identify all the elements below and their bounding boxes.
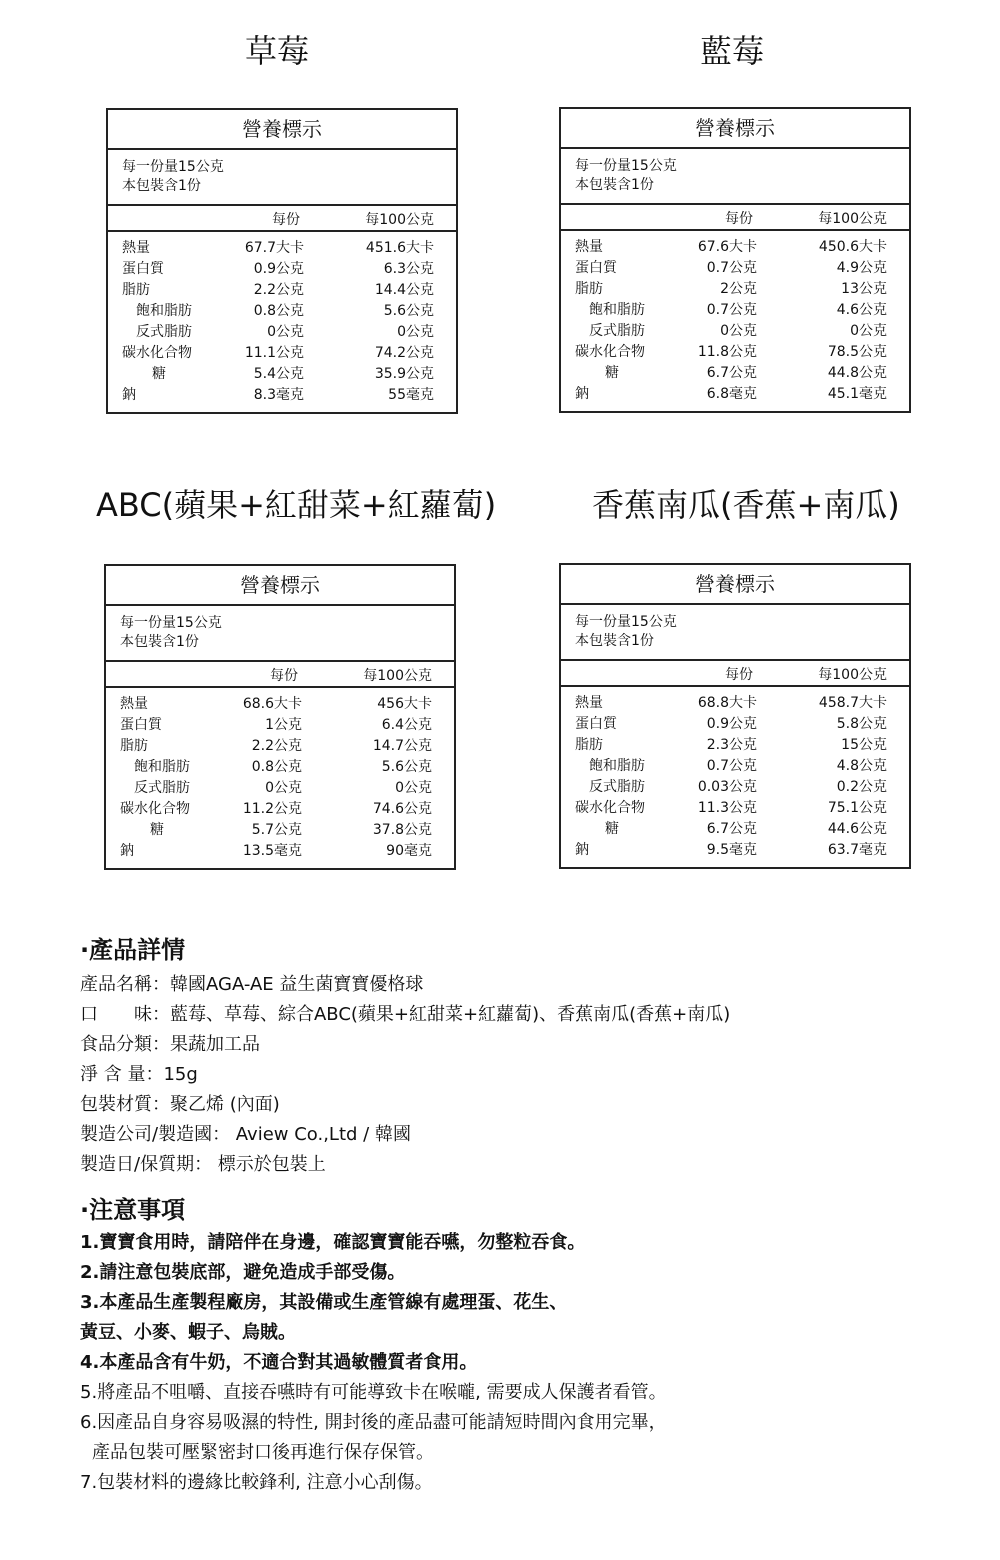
nutrient-row [561,693,909,714]
nutrient-row [561,735,909,756]
nutrient-per-serving: 13.5毫克 [242,843,302,859]
nutrient-label: 鈉 [120,843,134,859]
panel-heading: 營養標示 [561,565,909,605]
nutrition-panel-abc [104,564,456,870]
nutrient-label: 蛋白質 [122,261,164,277]
column-per-serving: 每份 [272,212,300,228]
nutrient-per-serving: 8.3毫克 [253,387,304,403]
nutrient-per-100g: 13公克 [841,281,887,297]
nutrient-row [106,757,454,778]
column-per-100g: 每100公克 [365,212,434,228]
nutrient-label: 糖 [605,821,619,837]
nutrient-label: 鈉 [575,386,589,402]
nutrient-per-100g: 55毫克 [388,387,434,403]
nutrient-per-serving: 0.7公克 [706,758,757,774]
nutrient-per-serving: 6.7公克 [706,821,757,837]
nutrient-per-100g: 0公克 [395,780,432,796]
nutrient-per-100g: 75.1公克 [827,800,887,816]
nutrient-row [106,820,454,841]
nutrient-label: 蛋白質 [575,716,617,732]
nutrient-label: 蛋白質 [575,260,617,276]
nutrient-row [108,343,456,364]
nutrient-per-serving: 2.3公克 [706,737,757,753]
nutrient-row [561,384,909,405]
note-line: 產品包裝可壓緊密封口後再進行保存保管。 [92,1442,434,1463]
nutrient-per-serving: 68.6大卡 [242,696,302,712]
note-line: 黃豆、小麥、蝦子、烏賊。 [80,1322,296,1343]
nutrient-row [108,385,456,406]
nutrient-row [561,258,909,279]
nutrient-per-100g: 35.9公克 [374,366,434,382]
detail-line: 產品名稱：韓國AGA-AE 益生菌寶寶優格球 [80,974,424,995]
nutrient-per-serving: 67.6大卡 [697,239,757,255]
nutrient-row [106,694,454,715]
nutrient-row [561,342,909,363]
note-line: 4.本產品含有牛奶，不適合對其過敏體質者食用。 [80,1352,478,1373]
serving-info [106,606,454,662]
nutrient-per-serving: 6.7公克 [706,365,757,381]
nutrient-label: 糖 [152,366,166,382]
nutrient-row [106,778,454,799]
column-per-100g: 每100公克 [818,211,887,227]
nutrient-row [561,777,909,798]
nutrition-panel-blueberry [559,107,911,413]
panel-heading: 營養標示 [106,566,454,606]
nutrient-per-serving: 0公克 [720,323,757,339]
nutrient-per-100g: 74.2公克 [374,345,434,361]
nutrient-per-serving: 67.7大卡 [244,240,304,256]
note-line: 3.本產品生產製程廠房，其設備或生產管線有處理蛋、花生、 [80,1292,568,1313]
product-details-title: ·產品詳情 [80,936,186,964]
nutrient-per-100g: 456大卡 [377,696,432,712]
nutrition-panel-strawberry [106,108,458,414]
flavor-title-strawberry: 草莓 [245,32,310,70]
flavor-title-abc: ABC(蘋果+紅甜菜+紅蘿蔔) [96,486,497,524]
detail-line: 製造公司/製造國： Aview Co.,Ltd / 韓國 [80,1124,411,1145]
nutrient-row [561,819,909,840]
detail-line: 口 味：藍莓、草莓、綜合ABC(蘋果+紅甜菜+紅蘿蔔)、香蕉南瓜(香蕉+南瓜) [80,1004,731,1025]
nutrient-per-serving: 0公克 [265,780,302,796]
note-line: 7.包裝材料的邊緣比較鋒利, 注意小心刮傷。 [80,1472,433,1493]
nutrient-per-serving: 0.9公克 [253,261,304,277]
nutrient-label: 脂肪 [575,281,603,297]
nutrient-per-serving: 5.7公克 [251,822,302,838]
nutrient-label: 脂肪 [120,738,148,754]
nutrient-per-serving: 68.8大卡 [697,695,757,711]
nutrient-per-serving: 11.3公克 [697,800,757,816]
nutrient-per-100g: 5.8公克 [836,716,887,732]
nutrient-per-serving: 2公克 [720,281,757,297]
nutrient-label: 飽和脂肪 [134,759,190,775]
nutrient-label: 熱量 [122,240,150,256]
nutrient-label: 碳水化合物 [575,344,645,360]
nutrient-per-serving: 0.03公克 [697,779,757,795]
nutrient-label: 糖 [605,365,619,381]
flavor-title-banana-pumpkin: 香蕉南瓜(香蕉+南瓜) [592,486,900,524]
nutrient-per-serving: 11.2公克 [242,801,302,817]
nutrient-label: 飽和脂肪 [589,758,645,774]
nutrient-per-serving: 5.4公克 [253,366,304,382]
nutrient-per-100g: 44.8公克 [827,365,887,381]
detail-line: 淨 含 量：15g [80,1064,198,1085]
nutrient-per-serving: 2.2公克 [251,738,302,754]
notes-title: ·注意事項 [80,1196,186,1224]
serving-size: 每一份量15公克 [575,614,677,630]
nutrient-label: 碳水化合物 [122,345,192,361]
nutrient-per-100g: 0公克 [397,324,434,340]
nutrient-label: 蛋白質 [120,717,162,733]
nutrient-row [108,259,456,280]
nutrient-row [561,840,909,861]
servings-per-package: 本包裝含1份 [575,633,654,649]
nutrient-label: 脂肪 [122,282,150,298]
nutrient-per-serving: 0公克 [267,324,304,340]
nutrient-per-serving: 9.5毫克 [706,842,757,858]
note-line: 5.將產品不咀嚼、直接吞嚥時有可能導致卡在喉嚨, 需要成人保護者看管。 [80,1382,667,1403]
nutrient-row [108,322,456,343]
nutrient-per-serving: 0.8公克 [251,759,302,775]
nutrient-label: 熱量 [120,696,148,712]
nutrient-rows [106,688,454,868]
column-header [108,206,456,232]
nutrient-per-100g: 5.6公克 [381,759,432,775]
nutrient-row [561,321,909,342]
nutrient-per-100g: 78.5公克 [827,344,887,360]
nutrient-per-serving: 0.7公克 [706,302,757,318]
nutrient-per-serving: 6.8毫克 [706,386,757,402]
nutrient-per-serving: 11.1公克 [244,345,304,361]
nutrient-row [561,798,909,819]
serving-info [108,150,456,206]
nutrient-per-100g: 44.6公克 [827,821,887,837]
nutrient-row [561,714,909,735]
nutrient-row [106,736,454,757]
nutrient-per-100g: 45.1毫克 [827,386,887,402]
column-per-serving: 每份 [270,668,298,684]
nutrient-per-100g: 6.3公克 [383,261,434,277]
nutrient-row [561,756,909,777]
servings-per-package: 本包裝含1份 [120,634,199,650]
nutrient-per-100g: 0.2公克 [836,779,887,795]
nutrient-row [108,280,456,301]
nutrient-label: 反式脂肪 [589,779,645,795]
nutrient-label: 反式脂肪 [589,323,645,339]
column-header [561,205,909,231]
column-per-100g: 每100公克 [363,668,432,684]
nutrient-label: 鈉 [122,387,136,403]
panel-heading: 營養標示 [108,110,456,150]
serving-info [561,605,909,661]
nutrient-row [561,237,909,258]
column-header [561,661,909,687]
serving-size: 每一份量15公克 [120,615,222,631]
servings-per-package: 本包裝含1份 [122,178,201,194]
nutrient-label: 熱量 [575,239,603,255]
nutrient-label: 反式脂肪 [136,324,192,340]
nutrient-label: 糖 [150,822,164,838]
nutrient-per-100g: 90毫克 [386,843,432,859]
nutrient-rows [108,232,456,412]
nutrient-label: 脂肪 [575,737,603,753]
nutrient-per-100g: 0公克 [850,323,887,339]
note-line: 2.請注意包裝底部，避免造成手部受傷。 [80,1262,406,1283]
nutrient-per-serving: 0.7公克 [706,260,757,276]
nutrient-per-100g: 6.4公克 [381,717,432,733]
detail-line: 製造日/保質期： 標示於包裝上 [80,1154,326,1175]
note-line: 6.因產品自身容易吸濕的特性, 開封後的產品盡可能請短時間內食用完畢， [80,1412,667,1433]
serving-size: 每一份量15公克 [575,158,677,174]
nutrient-per-100g: 4.6公克 [836,302,887,318]
nutrient-per-100g: 451.6大卡 [365,240,434,256]
nutrient-rows [561,231,909,411]
serving-size: 每一份量15公克 [122,159,224,175]
nutrient-per-serving: 11.8公克 [697,344,757,360]
column-header [106,662,454,688]
nutrient-label: 反式脂肪 [134,780,190,796]
nutrient-per-100g: 450.6大卡 [818,239,887,255]
nutrient-label: 飽和脂肪 [136,303,192,319]
servings-per-package: 本包裝含1份 [575,177,654,193]
nutrient-per-100g: 63.7毫克 [827,842,887,858]
detail-line: 包裝材質：聚乙烯 (內面) [80,1094,280,1115]
detail-line: 食品分類：果蔬加工品 [80,1034,260,1055]
nutrient-per-100g: 4.8公克 [836,758,887,774]
nutrient-per-100g: 14.7公克 [372,738,432,754]
nutrient-per-100g: 5.6公克 [383,303,434,319]
column-per-serving: 每份 [725,211,753,227]
nutrient-rows [561,687,909,867]
serving-info [561,149,909,205]
nutrient-per-serving: 0.8公克 [253,303,304,319]
column-per-serving: 每份 [725,667,753,683]
note-line: 1.寶寶食用時，請陪伴在身邊，確認寶寶能吞嚥，勿整粒吞食。 [80,1232,586,1253]
nutrient-label: 熱量 [575,695,603,711]
nutrient-row [108,238,456,259]
nutrient-per-serving: 1公克 [265,717,302,733]
column-per-100g: 每100公克 [818,667,887,683]
nutrient-per-serving: 0.9公克 [706,716,757,732]
nutrient-row [561,363,909,384]
nutrient-label: 飽和脂肪 [589,302,645,318]
nutrient-label: 碳水化合物 [575,800,645,816]
nutrient-row [561,300,909,321]
nutrient-per-100g: 15公克 [841,737,887,753]
nutrient-row [561,279,909,300]
nutrient-row [106,799,454,820]
nutrient-per-100g: 74.6公克 [372,801,432,817]
nutrient-label: 碳水化合物 [120,801,190,817]
nutrient-row [106,841,454,862]
nutrition-panel-banana-pumpkin [559,563,911,869]
nutrient-per-100g: 458.7大卡 [818,695,887,711]
nutrient-per-100g: 4.9公克 [836,260,887,276]
panel-heading: 營養標示 [561,109,909,149]
nutrient-label: 鈉 [575,842,589,858]
flavor-title-blueberry: 藍莓 [700,32,765,70]
nutrient-per-100g: 37.8公克 [372,822,432,838]
nutrient-per-serving: 2.2公克 [253,282,304,298]
nutrient-row [108,364,456,385]
nutrient-row [106,715,454,736]
nutrient-row [108,301,456,322]
nutrient-per-100g: 14.4公克 [374,282,434,298]
